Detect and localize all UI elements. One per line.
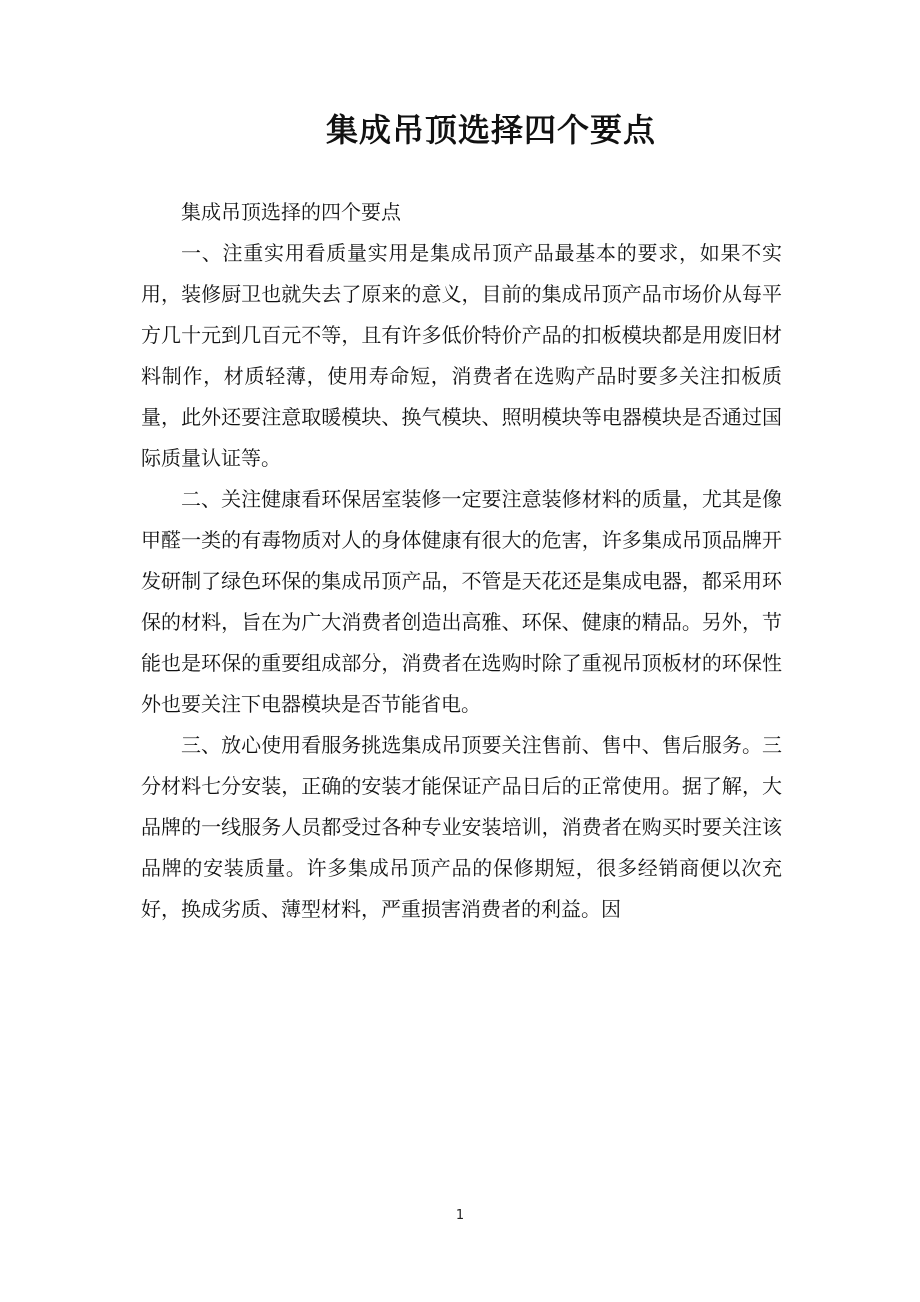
page-number: 1 [455,1208,465,1223]
document-title: 集成吊顶选择四个要点 [325,111,656,149]
paragraph-3: 三、放心使用看服务挑选集成吊顶要关注售前、售中、售后服务。三分材料七分安装，正确的安装才能保证产品日后的正常使用。据了解，大品牌的一线服务人员都受过各种专业安装培训，消费者在购买时要关注该品牌的安装质量。许多集成吊顶产品的保修期短，很多经销商便以次充好，换成劣质、薄型材料，严重损害消费者的利益。因 [141,733,782,921]
paragraph-2: 二、关注健康看环保居室装修一定要注意装修材料的质量，尤其是像甲醛一类的有毒物质对人的身体健康有很大的危害，许多集成吊顶品牌开发研制了绿色环保的集成吊顶产品，不管是天花还是集成电器，都采用环保的材料，旨在为广大消费者创造出高雅、环保、健康的精品。另外，节能也是环保的重要组成部分，消费者在选购时除了重视吊顶板材的环保性外也要关注下电器模块是否节能省电。 [141,487,782,716]
paragraph-1: 一、注重实用看质量实用是集成吊顶产品最基本的要求，如果不实用，装修厨卫也就失去了原来的意义，目前的集成吊顶产品市场价从每平方几十元到几百元不等，且有许多低价特价产品的扣板模块都是用废旧材料制作，材质轻薄，使用寿命短，消费者在选购产品时要多关注扣板质量，此外还要注意取暖模块、换气模块、照明模块等电器模块是否通过国际质量认证等。 [141,241,782,470]
subtitle-paragraph: 集成吊顶选择的四个要点 [181,200,401,224]
document-body [141,192,782,930]
